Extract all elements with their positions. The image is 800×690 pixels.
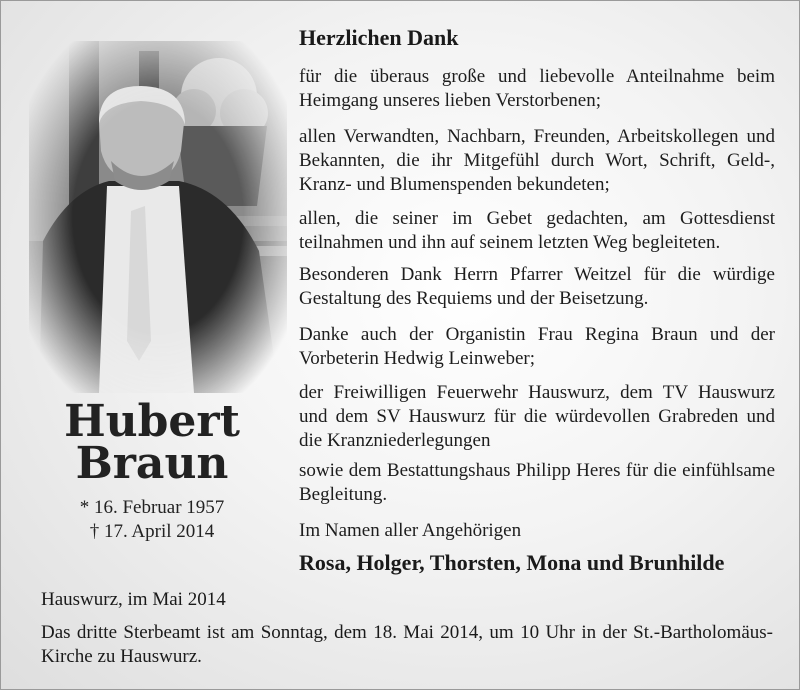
birth-date: * 16. Februar 1957 xyxy=(79,497,225,518)
memorial-mass-notice xyxy=(41,621,773,669)
deceased-last-name: Braun xyxy=(75,438,229,489)
paragraph-pastor: Besonderen Dank Herrn Pfarrer Weitzel für die würdige Gestaltung des Requiems und der Beisetzung. xyxy=(299,264,775,309)
death-date: † 17. April 2014 xyxy=(89,521,215,542)
notice-heading: Herzlichen Dank xyxy=(299,25,459,50)
paragraph-sympathy: für die überaus große und liebevolle Anteilnahme beim Heimgang unseres lieben Verstorbenen; xyxy=(299,66,775,111)
memorial-mass-text: Das dritte Sterbeamt ist am Sonntag, dem 18. Mai 2014, um 10 Uhr in der St.-Bartholomäus-Kirche zu Hauswurz. xyxy=(41,622,773,667)
paragraph-relatives: allen Verwandten, Nachbarn, Freunden, Arbeitskollegen und Bekannten, die ihr Mitgefühl durch Wort, Schrift, Geld-, Kranz- und Blumenspenden bekundeten; xyxy=(299,126,775,195)
paragraph-on-behalf: Im Namen aller Angehörigen xyxy=(299,520,522,541)
family-names: Rosa, Holger, Thorsten, Mona und Brunhilde xyxy=(299,550,725,575)
paragraph-clubs: der Freiwilligen Feuerwehr Hauswurz, dem TV Hauswurz und dem SV Hauswurz für die würdevollen Grabreden und die Kranzniederlegungen xyxy=(299,382,775,451)
paragraph-funeral-home: sowie dem Bestattungshaus Philipp Heres für die einfühlsame Begleitung. xyxy=(299,460,775,505)
paragraph-organist: Danke auch der Organistin Frau Regina Braun und der Vorbeterin Hedwig Leinweber; xyxy=(299,324,775,369)
paragraph-prayer: allen, die seiner im Gebet gedachten, am Gottesdienst teilnahmen und ihn auf seinem letzten Weg begleiteten. xyxy=(299,208,775,253)
place-date: Hauswurz, im Mai 2014 xyxy=(41,589,226,610)
deceased-first-name: Hubert xyxy=(64,396,240,447)
portrait-photo xyxy=(29,41,287,393)
